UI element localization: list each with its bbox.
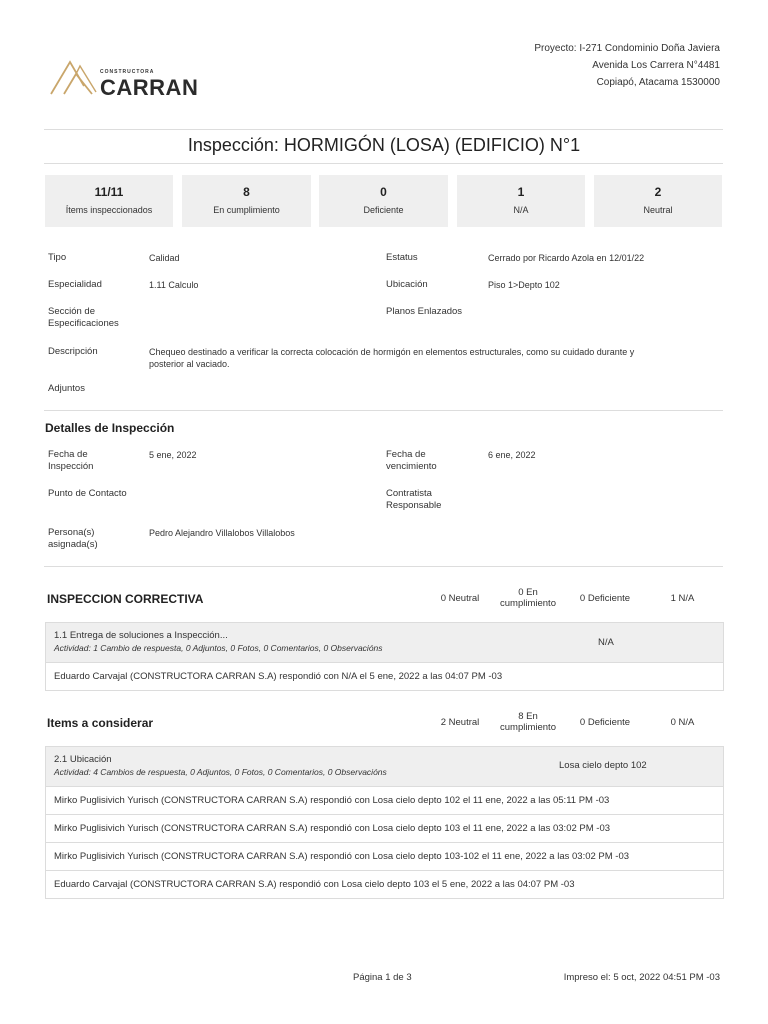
count-na: 1 N/A	[670, 593, 695, 604]
inspection-item-box	[45, 622, 724, 691]
count-compliant	[490, 587, 566, 609]
stat-value: 11/11	[94, 185, 124, 199]
label-line: Contratista	[386, 488, 432, 499]
print-timestamp: Impreso el: 5 oct, 2022 04:51 PM -03	[563, 972, 720, 983]
page-title: Inspección: HORMIGÓN (LOSA) (EDIFICIO) N°1	[187, 135, 581, 155]
stat-label: Ítems inspeccionados	[65, 205, 153, 215]
label-line: Responsable	[386, 500, 442, 511]
inspection-item-box	[45, 746, 724, 899]
response-row	[46, 787, 723, 815]
response-row	[46, 843, 723, 871]
adjuntos-label: Adjuntos	[48, 383, 85, 394]
stat-label: En cumplimiento	[213, 205, 280, 215]
stat-value: 1	[517, 185, 525, 199]
response-row	[46, 815, 723, 843]
details-heading: Detalles de Inspección	[45, 421, 175, 435]
count-neutral: 2 Neutral	[440, 717, 480, 728]
stat-label: Neutral	[643, 205, 673, 215]
item-answer: N/A	[598, 637, 614, 648]
inspection-item-header	[46, 623, 723, 663]
stat-deficient	[319, 175, 448, 227]
label-line: Fecha de	[48, 449, 88, 460]
fecha-vencimiento-label	[386, 449, 437, 473]
response-text: Mirko Puglisivich Yurisch (CONSTRUCTORA CARRAN S.A) respondió con Losa cielo depto 103 el 11 ene, 2022 a las 03:02 PM -03	[54, 823, 611, 834]
response-row	[46, 871, 723, 898]
project-info	[534, 40, 720, 91]
stat-value: 2	[654, 185, 662, 199]
count-line: cumplimiento	[500, 722, 556, 733]
stat-label: N/A	[513, 205, 529, 215]
item-answer: Losa cielo depto 102	[559, 760, 647, 771]
contacto-label: Punto de Contacto	[48, 488, 127, 499]
count-neutral: 0 Neutral	[440, 593, 480, 604]
descripcion-value	[149, 346, 709, 370]
seccion-label-line: Sección de	[48, 306, 96, 317]
logo-subtitle: CONSTRUCTORA	[100, 69, 155, 75]
ubicacion-label: Ubicación	[386, 279, 428, 290]
logo-title: CARRAN	[100, 75, 199, 100]
count-deficient: 0 Deficiente	[579, 717, 631, 728]
fecha-vencimiento-value: 6 ene, 2022	[488, 450, 536, 460]
page-number: Página 1 de 3	[353, 972, 412, 983]
descripcion-line: posterior al vaciado.	[149, 359, 230, 369]
response-text: Mirko Puglisivich Yurisch (CONSTRUCTORA CARRAN S.A) respondió con Losa cielo depto 102 el 11 ene, 2022 a las 05:11 PM -03	[54, 795, 610, 806]
count-compliant	[490, 711, 566, 733]
planos-label: Planos Enlazados	[386, 306, 463, 317]
item-title: 1.1 Entrega de soluciones a Inspección...	[54, 630, 228, 641]
count-line: cumplimiento	[500, 598, 556, 609]
persona-value: Pedro Alejandro Villalobos Villalobos	[149, 528, 295, 538]
estatus-value: Cerrado por Ricardo Azola en 12/01/22	[488, 253, 645, 263]
label-line: Fecha de	[386, 449, 426, 460]
count-na: 0 N/A	[670, 717, 695, 728]
item-activity: Actividad: 1 Cambio de respuesta, 0 Adjuntos, 0 Fotos, 0 Comentarios, 0 Observacións	[54, 643, 383, 653]
section-heading: INSPECCION CORRECTIVA	[47, 592, 204, 606]
divider	[44, 129, 723, 130]
stat-label: Deficiente	[363, 205, 404, 215]
especialidad-label: Especialidad	[48, 279, 102, 290]
seccion-label	[48, 306, 119, 330]
estatus-label: Estatus	[386, 252, 418, 263]
project-address: Avenida Los Carrera N°4481	[592, 60, 720, 71]
descripcion-label: Descripción	[48, 346, 98, 357]
fecha-inspeccion-label	[48, 449, 93, 473]
project-city: Copiapó, Atacama 1530000	[596, 77, 720, 88]
count-deficient: 0 Deficiente	[579, 593, 631, 604]
stat-compliant	[182, 175, 311, 227]
response-row	[46, 663, 723, 690]
stat-value: 0	[380, 185, 387, 199]
item-activity: Actividad: 4 Cambios de respuesta, 0 Adjuntos, 0 Fotos, 0 Comentarios, 0 Observacións	[54, 767, 387, 777]
seccion-label-line: Especificaciones	[48, 318, 119, 329]
label-line: asignada(s)	[48, 539, 98, 550]
ubicacion-value: Piso 1>Depto 102	[488, 280, 560, 290]
response-text: Eduardo Carvajal (CONSTRUCTORA CARRAN S.A) respondió con N/A el 5 ene, 2022 a las 04:07 PM -03	[54, 671, 503, 682]
mountain-logo-icon	[50, 58, 100, 96]
especialidad-value: 1.11 Calculo	[149, 280, 199, 290]
project-name: Proyecto: I-271 Condominio Doña Javiera	[534, 43, 720, 54]
count-line: 8 En	[518, 711, 538, 722]
contratista-label	[386, 488, 441, 512]
descripcion-line: Chequeo destinado a verificar la correcta colocación de hormigón en elementos estructurales, como su cuidado durante y	[149, 347, 635, 357]
divider	[44, 410, 723, 411]
company-logo	[50, 58, 200, 98]
stat-neutral	[594, 175, 722, 227]
stat-items-inspected	[45, 175, 173, 227]
stat-na	[457, 175, 585, 227]
section-heading: Items a considerar	[47, 716, 154, 730]
label-line: Inspección	[48, 461, 94, 472]
tipo-label: Tipo	[48, 252, 67, 263]
response-text: Eduardo Carvajal (CONSTRUCTORA CARRAN S.A) respondió con Losa cielo depto 103 el 5 ene, 2022 a las 04:07 PM -03	[54, 879, 575, 890]
label-line: vencimiento	[386, 461, 437, 472]
tipo-value: Calidad	[149, 253, 180, 263]
inspection-item-header	[46, 747, 723, 787]
response-text: Mirko Puglisivich Yurisch (CONSTRUCTORA CARRAN S.A) respondió con Losa cielo depto 103-102 el 11 ene, 2022 a las 03:02 PM -03	[54, 851, 630, 862]
fecha-inspeccion-value: 5 ene, 2022	[149, 450, 197, 460]
divider	[44, 163, 723, 164]
stat-value: 8	[243, 185, 250, 199]
persona-label	[48, 527, 98, 551]
label-line: Persona(s)	[48, 527, 95, 538]
divider	[44, 566, 723, 567]
item-title: 2.1 Ubicación	[54, 754, 112, 765]
count-line: 0 En	[518, 587, 538, 598]
